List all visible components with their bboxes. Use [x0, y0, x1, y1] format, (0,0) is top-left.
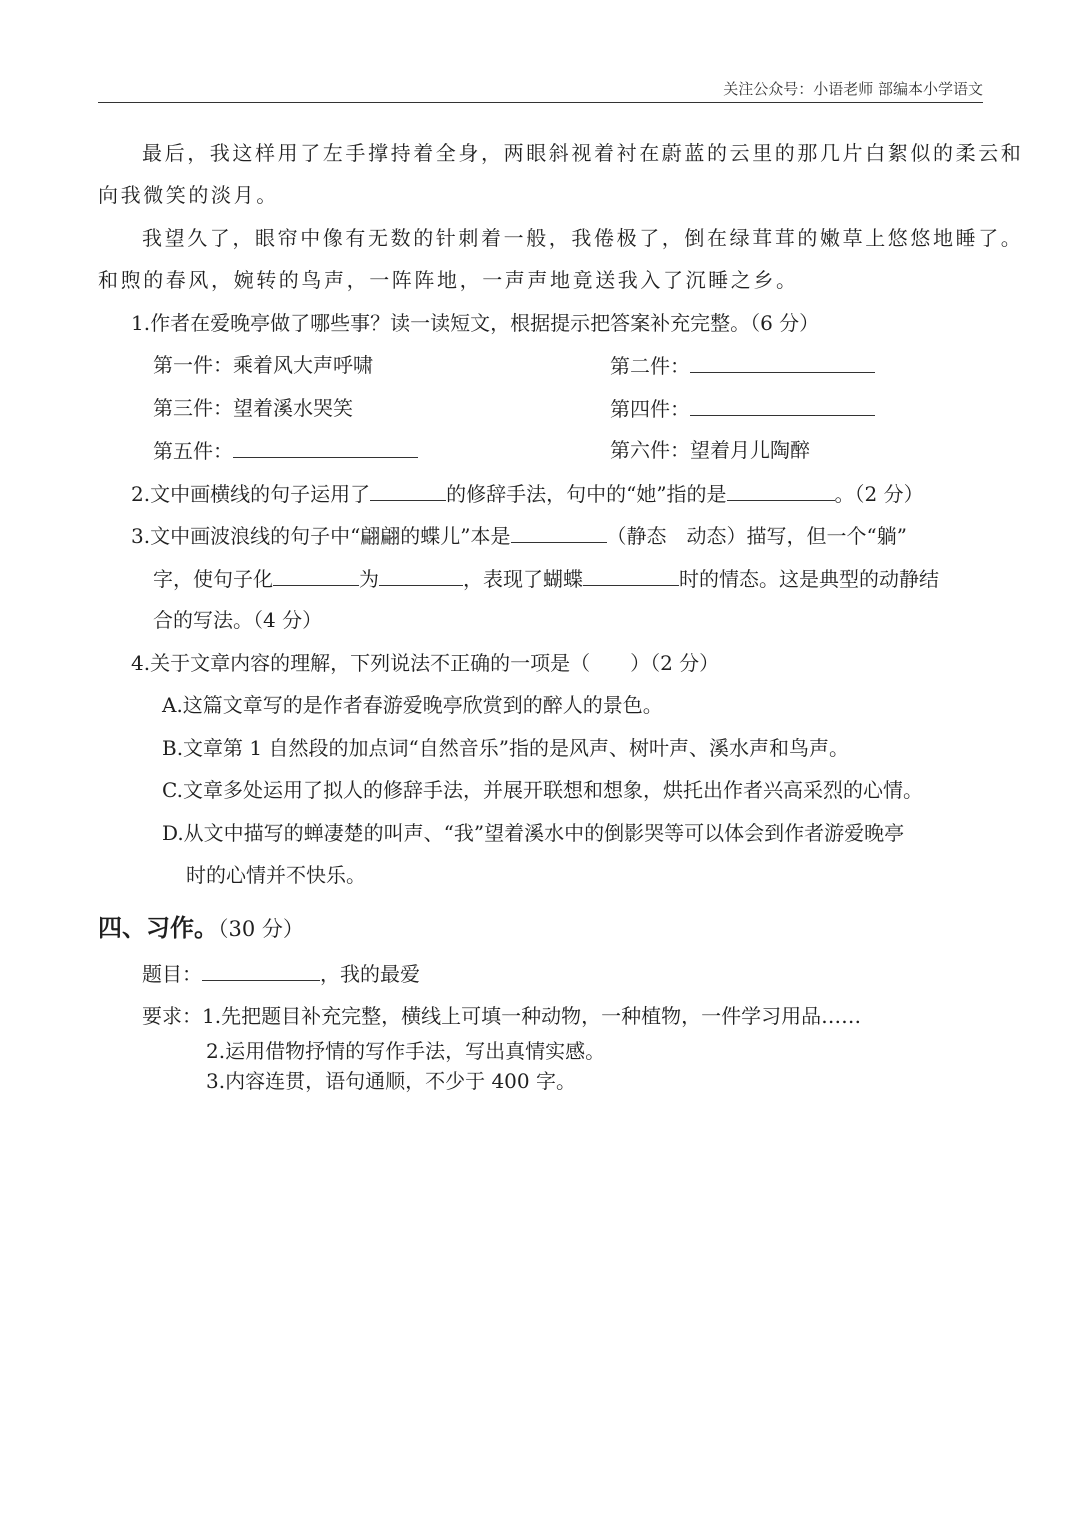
q3-part-e: ，表现了蝴蝶 — [463, 567, 583, 591]
q2-part-c: 。（2 分） — [834, 482, 924, 506]
q3-line2 — [153, 565, 939, 592]
q1-item5 — [153, 437, 418, 464]
q2 — [131, 480, 924, 507]
essay-topic-suffix: ，我的最爱 — [320, 962, 420, 986]
q1-item5-blank[interactable] — [233, 437, 418, 458]
section4-title: 四、习作。 — [98, 914, 218, 942]
q1-stem: 1.作者在爱晚亭做了哪些事？读一读短文，根据提示把答案补充完整。（6 分） — [131, 311, 820, 335]
essay-topic-label: 题目： — [142, 962, 202, 986]
essay-topic-blank[interactable] — [202, 960, 320, 981]
q4-option-d-line1[interactable]: D.从文中描写的蝉凄楚的叫声、“我”望着溪水中的倒影哭等可以体会到作者游爱晚亭 — [162, 821, 905, 845]
q1-item4 — [610, 395, 875, 422]
page-header — [98, 76, 983, 103]
q2-blank-2[interactable] — [727, 480, 835, 501]
passage-p1-line1: 最后，我这样用了左手撑持着全身，两眼斜视着衬在蔚蓝的云里的那几片白絮似的柔云和 — [142, 141, 1024, 165]
q3-blank-3[interactable] — [379, 565, 463, 586]
q2-part-b: 的修辞手法，句中的“她”指的是 — [446, 482, 727, 506]
essay-requirement-2: 2.运用借物抒情的写作手法，写出真情实感。 — [206, 1039, 606, 1063]
q3-line3: 合的写法。（4 分） — [153, 608, 323, 632]
q4-option-a[interactable]: A.这篇文章写的是作者春游爱晚亭欣赏到的醉人的景色。 — [162, 693, 663, 717]
header-text: 关注公众号：小语老师 部编本小学语文 — [723, 80, 983, 98]
q1-item4-blank[interactable] — [690, 395, 875, 416]
q3-part-d: 为 — [359, 567, 379, 591]
q2-part-a: 2.文中画横线的句子运用了 — [131, 482, 371, 506]
section4-heading — [98, 908, 304, 943]
q1-item2 — [610, 352, 875, 379]
q1-item1: 第一件：乘着风大声呼啸 — [153, 353, 373, 377]
q2-blank-1[interactable] — [370, 480, 446, 501]
q3-line1 — [131, 522, 907, 549]
q4-stem: 4.关于文章内容的理解，下列说法不正确的一项是（ ）（2 分） — [131, 651, 720, 675]
q3-blank-4[interactable] — [583, 565, 679, 586]
q3-part-f: 时的情态。这是典型的动静结 — [679, 567, 939, 591]
essay-requirement-1: 要求：1.先把题目补充完整，横线上可填一种动物，一种植物，一件学习用品…… — [142, 1004, 862, 1028]
q3-blank-2[interactable] — [273, 565, 359, 586]
passage-p2-line2: 和煦的春风，婉转的鸟声，一阵阵地，一声声地竟送我入了沉睡之乡。 — [98, 268, 799, 292]
q1-item2-blank[interactable] — [690, 352, 875, 373]
q1-item5-label: 第五件： — [153, 439, 233, 463]
q3-part-c: 字，使句子化 — [153, 567, 273, 591]
q1-item3: 第三件：望着溪水哭笑 — [153, 396, 353, 420]
q1-item4-label: 第四件： — [610, 397, 690, 421]
passage-p1-line2: 向我微笑的淡月。 — [98, 183, 279, 207]
q3-part-a: 3.文中画波浪线的句子中“翩翩的蝶儿”本是 — [131, 524, 511, 548]
essay-topic — [142, 960, 420, 987]
q1-item2-label: 第二件： — [610, 354, 690, 378]
q3-part-b: （静态 动态）描写，但一个“躺” — [606, 524, 907, 548]
essay-requirement-3: 3.内容连贯，语句通顺，不少于 400 字。 — [206, 1069, 576, 1093]
q4-option-c[interactable]: C.文章多处运用了拟人的修辞手法，并展开联想和想象，烘托出作者兴高采烈的心情。 — [162, 778, 923, 802]
q1-item6: 第六件：望着月儿陶醉 — [610, 438, 810, 462]
passage-p2-line1: 我望久了，眼帘中像有无数的针刺着一般，我倦极了，倒在绿茸茸的嫩草上悠悠地睡了。 — [142, 226, 1024, 250]
q3-blank-1[interactable] — [511, 522, 607, 543]
q4-option-b[interactable]: B.文章第 1 自然段的加点词“自然音乐”指的是风声、树叶声、溪水声和鸟声。 — [162, 736, 849, 760]
q4-option-d-line2: 时的心情并不快乐。 — [186, 863, 366, 887]
section4-score: （30 分） — [218, 917, 304, 941]
